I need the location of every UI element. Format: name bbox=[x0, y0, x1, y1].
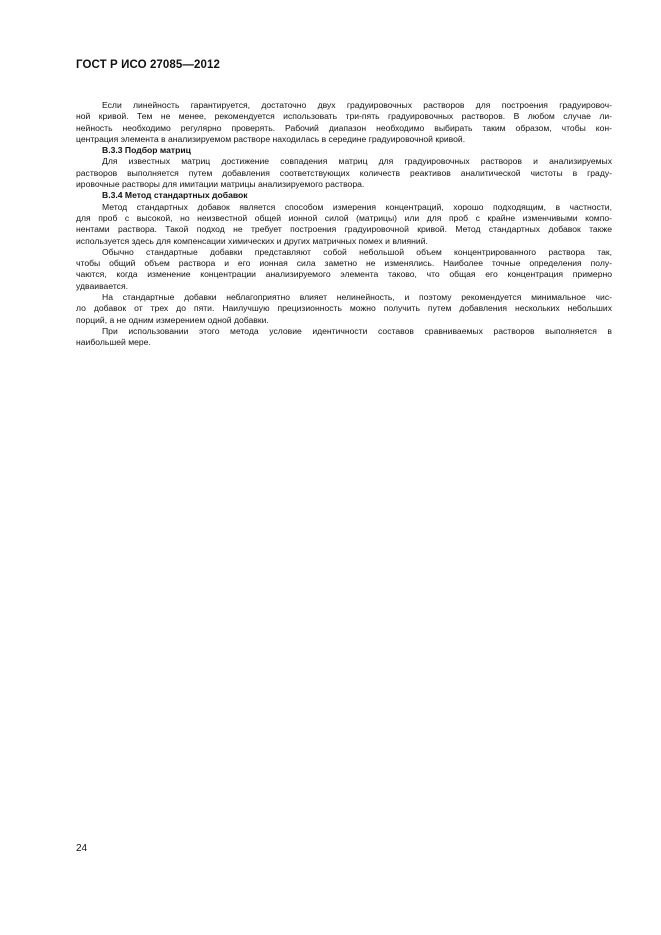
text-line: Если линейность гарантируется, достаточно двух градуировочных растворов для построения градуировоч- bbox=[102, 100, 612, 110]
text-line: чтобы общий объем раствора и его ионная сила заметно не изменялись. Наиболее точные определения полу- bbox=[76, 258, 612, 269]
section-heading: B.3.3 Подбор матриц bbox=[102, 145, 191, 156]
text-line: ировочные растворы для имитации матрицы анализируемого раствора. bbox=[76, 179, 365, 190]
text-line: растворов выполняется путем добавления соответствующих количеств реактивов аналитической чистоты в граду- bbox=[76, 167, 612, 178]
text-line: для проб с высокой, но неизвестной общей ионной силой (матрицы) или для проб с крайне изменчивыми компо- bbox=[76, 212, 612, 223]
paragraph bbox=[76, 202, 612, 247]
paragraph bbox=[76, 292, 612, 326]
text-line: чаются, когда изменение концентрации анализируемого элемента таково, что общая его концентрация примерно bbox=[76, 269, 612, 280]
text-line: используется здесь для компенсации химических и других матричных помех и влияний. bbox=[76, 235, 428, 246]
text-line: На стандартные добавки неблагоприятно влияет нелинейность, и поэтому рекомендуется минимальное чис- bbox=[102, 292, 612, 303]
text-line: Метод стандартных добавок является способом измерения концентраций, хорошо подходящим, в частности, bbox=[102, 201, 612, 212]
document-header: ГОСТ Р ИСО 27085—2012 bbox=[76, 59, 221, 71]
text-line: При использовании этого метода условие идентичности составов сравниваемых растворов выполняется в bbox=[102, 325, 612, 336]
text-line: ло добавок от трех до пяти. Наилучшую прецизионность можно получить путем добавления нескольких небольших bbox=[76, 303, 612, 314]
paragraph bbox=[76, 247, 612, 292]
text-line: центрация элемента в анализируемом растворе находилась в середине градуировочной кривой. bbox=[76, 133, 466, 144]
paragraph bbox=[76, 100, 612, 145]
text-line: нентами раствора. Такой подход не требует построения градуировочной кривой. Метод стандартных добавок также bbox=[76, 224, 612, 235]
text-line: наибольшей мере. bbox=[76, 337, 151, 348]
page-number: 24 bbox=[76, 843, 88, 854]
section-heading: B.3.4 Метод стандартных добавок bbox=[102, 190, 248, 201]
text-line: удваивается. bbox=[76, 280, 128, 291]
text-line: ной кривой. Тем не менее, рекомендуется использовать три-пять градуировочных растворов. В любом случае ли- bbox=[76, 111, 612, 122]
text-line: Для известных матриц достижение совпадения матриц для градуировочных растворов и анализируемых bbox=[102, 156, 612, 167]
text-line: нейность необходимо регулярно проверять. Рабочий диапазон необходимо выбирать таким образом, чтобы кон- bbox=[76, 122, 612, 133]
text-line: Обычно стандартные добавки представляют собой небольшой объем концентрированного раствора так, bbox=[102, 246, 612, 257]
document-body bbox=[76, 100, 612, 349]
text-line: порций, а не одним измерением одной добавки. bbox=[76, 314, 269, 325]
paragraph bbox=[76, 156, 612, 190]
paragraph bbox=[76, 326, 612, 349]
